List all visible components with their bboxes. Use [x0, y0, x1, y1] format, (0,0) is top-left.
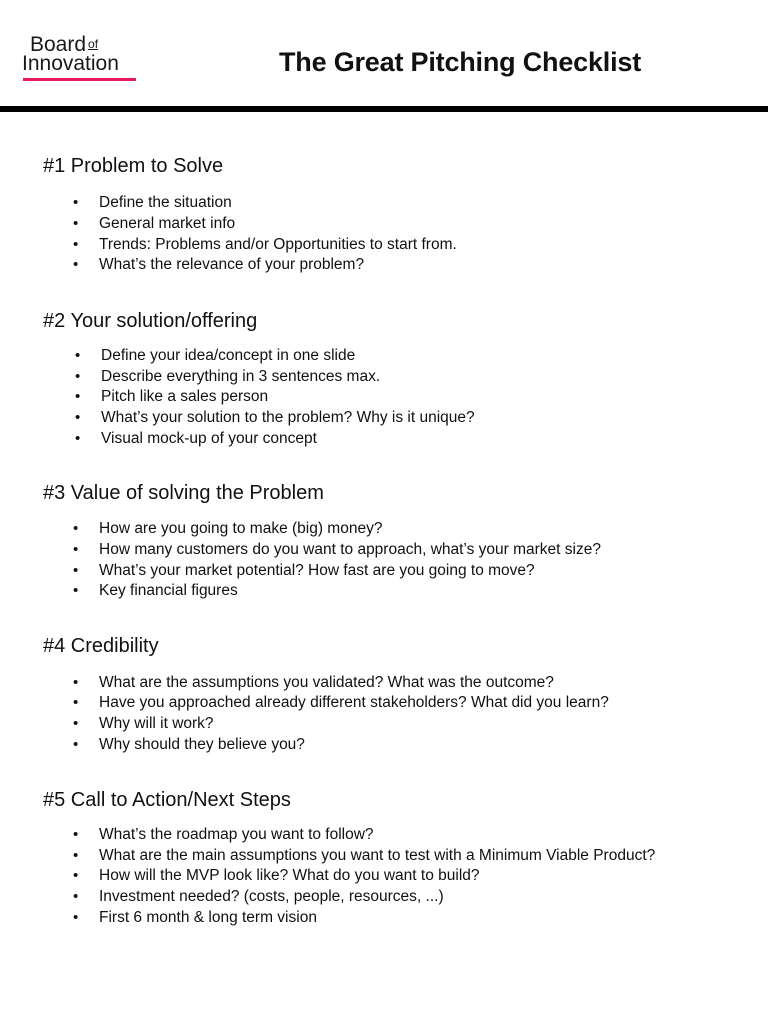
bullet-icon: • — [73, 562, 79, 579]
list-item — [0, 907, 768, 928]
bullet-icon: • — [75, 347, 81, 364]
list-item-text: Have you approached already different stakeholders? What did you learn? — [99, 694, 609, 711]
list-item — [0, 580, 768, 601]
logo-word-of: of — [88, 37, 99, 51]
list-item — [0, 366, 768, 387]
list-item — [0, 845, 768, 866]
list-item — [0, 386, 768, 407]
list-item — [0, 672, 768, 693]
logo-word-innovation: Innovation — [22, 52, 119, 75]
list-item — [0, 692, 768, 713]
bullet-icon: • — [73, 674, 79, 691]
list-item-text: Visual mock-up of your concept — [101, 430, 317, 447]
list-item-text: Trends: Problems and/or Opportunities to start from. — [99, 236, 457, 253]
list-item-text: Investment needed? (costs, people, resources, ...) — [99, 888, 444, 905]
bullet-icon: • — [73, 256, 79, 273]
header-divider-rule — [0, 106, 768, 112]
bullet-icon: • — [73, 215, 79, 232]
section-heading: #1 Problem to Solve — [43, 155, 224, 177]
bullet-icon: • — [73, 236, 79, 253]
page-header — [0, 0, 768, 106]
list-item-text: How are you going to make (big) money? — [99, 520, 383, 537]
list-item-text: Describe everything in 3 sentences max. — [101, 368, 381, 385]
list-item-text: First 6 month & long term vision — [99, 909, 317, 926]
list-item-text: What are the main assumptions you want to test with a Minimum Viable Product? — [99, 847, 656, 864]
list-item — [0, 254, 768, 275]
list-item — [0, 213, 768, 234]
board-of-innovation-logo — [22, 34, 140, 84]
bullet-icon: • — [73, 715, 79, 732]
bullet-icon: • — [73, 888, 79, 905]
section-heading: #2 Your solution/offering — [43, 310, 258, 332]
bullet-icon: • — [73, 520, 79, 537]
bullet-icon: • — [73, 736, 79, 753]
bullet-icon: • — [73, 909, 79, 926]
bullet-icon: • — [73, 826, 79, 843]
bullet-icon: • — [75, 430, 81, 447]
list-item — [0, 407, 768, 428]
bullet-icon: • — [73, 694, 79, 711]
bullet-icon: • — [73, 847, 79, 864]
list-item — [0, 428, 768, 449]
list-item — [0, 192, 768, 213]
bullet-icon: • — [73, 582, 79, 599]
list-item-text: How will the MVP look like? What do you want to build? — [99, 867, 480, 884]
logo-word-board: Board — [30, 33, 87, 56]
list-item — [0, 734, 768, 755]
list-item — [0, 560, 768, 581]
document-title: The Great Pitching Checklist — [279, 47, 641, 77]
logo-accent-underline — [23, 78, 136, 81]
list-item — [0, 234, 768, 255]
list-item — [0, 539, 768, 560]
section-heading: #3 Value of solving the Problem — [43, 482, 324, 504]
section-heading: #5 Call to Action/Next Steps — [43, 789, 291, 811]
bullet-icon: • — [73, 541, 79, 558]
bullet-icon: • — [73, 194, 79, 211]
list-item-text: What’s the relevance of your problem? — [99, 256, 365, 273]
list-item — [0, 518, 768, 539]
list-item — [0, 345, 768, 366]
list-item-text: Why will it work? — [99, 715, 214, 732]
list-item-text: What’s your solution to the problem? Why is it unique? — [101, 409, 475, 426]
list-item-text: What are the assumptions you validated? What was the outcome? — [99, 674, 554, 691]
list-item-text: Define the situation — [99, 194, 232, 211]
bullet-icon: • — [75, 409, 81, 426]
bullet-icon: • — [75, 368, 81, 385]
list-item — [0, 713, 768, 734]
list-item — [0, 886, 768, 907]
bullet-icon: • — [73, 867, 79, 884]
list-item-text: Key financial figures — [99, 582, 238, 599]
list-item-text: Define your idea/concept in one slide — [101, 347, 356, 364]
list-item — [0, 865, 768, 886]
bullet-icon: • — [75, 388, 81, 405]
list-item-text: Why should they believe you? — [99, 736, 305, 753]
list-item-text: General market info — [99, 215, 236, 232]
list-item-text: What’s your market potential? How fast are you going to move? — [99, 562, 535, 579]
section-heading: #4 Credibility — [43, 635, 159, 657]
list-item-text: What’s the roadmap you want to follow? — [99, 826, 374, 843]
list-item-text: Pitch like a sales person — [101, 388, 269, 405]
list-item — [0, 824, 768, 845]
list-item-text: How many customers do you want to approach, what’s your market size? — [99, 541, 601, 558]
